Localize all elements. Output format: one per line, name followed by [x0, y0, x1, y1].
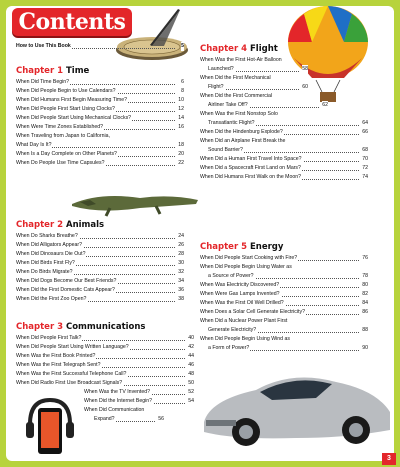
item-title: When Did a Spacecraft First Land on Mars? — [200, 165, 301, 171]
chapter-name: Flight — [249, 44, 278, 54]
item-title: When Did People Start Cooking with Fire? — [200, 255, 298, 261]
list-item[interactable] — [200, 137, 368, 146]
list-item[interactable] — [208, 83, 308, 92]
item-page-number: 64 — [362, 120, 368, 126]
list-item[interactable] — [208, 344, 368, 353]
item-page-number: 12 — [178, 106, 184, 112]
item-page-number: 62 — [322, 102, 328, 108]
item-page-number: 90 — [362, 345, 368, 351]
item-title: When Did Radio First Use Broadcast Signals? — [16, 380, 123, 386]
list-item[interactable] — [200, 317, 368, 326]
list-item[interactable] — [208, 119, 368, 128]
item-page-number: 54 — [188, 398, 194, 404]
chapter-name: Energy — [249, 242, 284, 252]
item-page-number: 10 — [178, 97, 184, 103]
list-item[interactable] — [16, 96, 184, 105]
chapter-number: Chapter 2 — [16, 220, 64, 230]
item-title: When Did People First Talk? — [16, 335, 82, 341]
item-page-number: 8 — [181, 88, 184, 94]
list-item[interactable] — [16, 268, 184, 277]
page-number: 3 — [382, 453, 396, 465]
item-title: When Did a Nuclear Power Plant First — [200, 318, 288, 324]
item-page-number: 66 — [362, 129, 368, 135]
item-page-number: 88 — [362, 327, 368, 333]
item-page-number: 46 — [188, 362, 194, 368]
item-page-number: 76 — [362, 255, 368, 261]
item-title: When Do Sharks Breathe? — [16, 233, 78, 239]
item-title: When Did Time Begin? — [16, 79, 70, 85]
item-page-number: 16 — [178, 124, 184, 130]
item-title: When Did People Begin Using Water as — [200, 264, 292, 270]
list-item[interactable] — [200, 56, 310, 65]
chapter-heading — [16, 218, 184, 232]
list-item[interactable] — [16, 277, 184, 286]
item-page-number: 72 — [362, 165, 368, 171]
item-page-number: 48 — [188, 371, 194, 377]
item-page-number: 32 — [178, 269, 184, 275]
list-item[interactable] — [200, 254, 368, 263]
item-title: When Traveling from Japan to California, — [16, 133, 110, 139]
item-page-number: 52 — [188, 389, 194, 395]
chapter-heading — [16, 64, 184, 78]
item-title: When Was the First Telegraph Sent? — [16, 362, 101, 368]
item-title: When Did an Airplane First Break the — [200, 138, 286, 144]
list-item[interactable] — [16, 334, 194, 343]
sports-car-image — [196, 360, 396, 455]
chapter-number: Chapter 1 — [16, 66, 64, 76]
item-page-number: 42 — [188, 344, 194, 350]
item-page-number: 5 — [181, 43, 184, 49]
item-title: When Did People Start Using Written Language? — [16, 344, 129, 350]
chapter-number: Chapter 3 — [16, 322, 64, 332]
list-item[interactable] — [208, 272, 368, 281]
item-title: When Was Electricity Discovered? — [200, 282, 280, 288]
item-page-number: 82 — [362, 291, 368, 297]
item-title: When Does a Solar Cell Generate Electricity? — [200, 309, 305, 315]
list-item[interactable] — [16, 87, 184, 96]
chapter-heading — [200, 240, 368, 254]
chapter-4-section — [200, 42, 368, 182]
chapter-number: Chapter 4 — [200, 44, 248, 54]
list-item[interactable] — [16, 141, 184, 150]
item-title: Generate Electricity? — [208, 327, 257, 333]
item-page-number: 6 — [181, 79, 184, 85]
list-item[interactable] — [200, 155, 368, 164]
item-page-number: 86 — [362, 309, 368, 315]
item-page-number: 50 — [188, 380, 194, 386]
list-item[interactable] — [200, 110, 368, 119]
item-page-number: 78 — [362, 273, 368, 279]
item-page-number: 44 — [188, 353, 194, 359]
item-title: When Did Dogs Become Our Best Friends? — [16, 278, 117, 284]
list-item[interactable] — [200, 281, 368, 290]
item-page-number: 56 — [158, 416, 164, 422]
item-title: When Was the First Book Printed? — [16, 353, 96, 359]
item-page-number: 60 — [302, 84, 308, 90]
list-item[interactable] — [16, 150, 184, 159]
item-title: When Did People Begin to Use Calendars? — [16, 88, 116, 94]
item-page-number: 14 — [178, 115, 184, 121]
item-title: When Did People Begin Using Wind as — [200, 336, 290, 342]
list-item[interactable] — [16, 286, 184, 295]
sundial-image — [108, 6, 190, 64]
item-title: When Was the First Nonstop Solo — [200, 111, 278, 117]
list-item[interactable] — [200, 335, 368, 344]
list-item[interactable] — [200, 92, 368, 101]
list-item[interactable] — [208, 146, 368, 155]
chapter-name: Communications — [65, 322, 146, 332]
list-item[interactable] — [16, 250, 184, 259]
chapter-1-section — [16, 64, 184, 168]
list-item[interactable] — [16, 123, 184, 132]
item-title: When Was the First Hot-Air Balloon — [200, 57, 282, 63]
item-title: When Do People Use Time Capsules? — [16, 160, 105, 166]
item-page-number: 58 — [302, 66, 308, 72]
item-title: When Was the First Oil Well Drilled? — [200, 300, 284, 306]
chapter-2-section — [16, 218, 184, 304]
item-title: a Form of Power? — [208, 345, 250, 351]
item-page-number: 22 — [178, 160, 184, 166]
item-title: How to Use This Book — [16, 43, 71, 49]
item-title: Flight? — [208, 84, 224, 90]
item-title: When Did Dinosaurs Die Out? — [16, 251, 86, 257]
item-page-number: 38 — [178, 296, 184, 302]
item-title: When Did Alligators Appear? — [16, 242, 83, 248]
list-item[interactable] — [16, 78, 184, 87]
item-title: Launched? — [208, 66, 234, 72]
list-item[interactable] — [16, 259, 184, 268]
item-title: When Did the First Mechanical — [200, 75, 271, 81]
item-page-number: 20 — [178, 151, 184, 157]
item-title: When Did Humans First Walk on the Moon? — [200, 174, 302, 180]
chapter-name: Time — [65, 66, 90, 76]
item-title: Sound Barrier? — [208, 147, 243, 153]
list-item[interactable] — [16, 132, 184, 141]
item-page-number: 28 — [178, 251, 184, 257]
list-item[interactable] — [208, 326, 368, 335]
list-item[interactable] — [200, 263, 368, 272]
item-page-number: 70 — [362, 156, 368, 162]
chapter-5-section — [200, 240, 368, 353]
list-item[interactable] — [200, 128, 368, 137]
list-item[interactable] — [16, 105, 184, 114]
list-item[interactable] — [16, 352, 194, 361]
item-page-number: 74 — [362, 174, 368, 180]
list-item[interactable] — [16, 379, 194, 388]
list-item[interactable] — [208, 101, 328, 110]
list-item[interactable] — [16, 343, 194, 352]
item-title: When Did Humans First Begin Measuring Time? — [16, 97, 127, 103]
item-title: When Did the Internet Begin? — [84, 398, 153, 404]
item-title: When Do Birds Migrate? — [16, 269, 73, 275]
item-title: When Were Gas Lamps Invented? — [200, 291, 280, 297]
item-title: When Did Communication — [84, 407, 145, 413]
item-title: When Is a Day Complete on Other Planets? — [16, 151, 117, 157]
list-item[interactable] — [16, 114, 184, 123]
list-item[interactable] — [16, 361, 194, 370]
item-title: When Was the First Successful Telephone Call? — [16, 371, 127, 377]
page-title: Contents — [12, 8, 132, 36]
item-title: When Did Birds First Fly? — [16, 260, 75, 266]
chapter-name: Animals — [65, 220, 105, 230]
list-item[interactable] — [16, 42, 184, 51]
list-item[interactable] — [94, 415, 164, 424]
list-item[interactable] — [16, 370, 194, 379]
list-item[interactable] — [16, 159, 184, 168]
list-item[interactable] — [200, 290, 368, 299]
item-title: When Was the TV Invented? — [84, 389, 151, 395]
chapter-heading — [16, 320, 194, 334]
item-title: When Were Time Zones Established? — [16, 124, 103, 130]
list-item[interactable] — [200, 173, 368, 182]
item-title: When Did the First Domestic Cats Appear? — [16, 287, 115, 293]
item-page-number: 84 — [362, 300, 368, 306]
item-page-number: 18 — [178, 142, 184, 148]
item-page-number: 80 — [362, 282, 368, 288]
item-title: When Did People Start Using Mechanical Clocks? — [16, 115, 132, 121]
item-page-number: 34 — [178, 278, 184, 284]
list-item[interactable] — [200, 74, 368, 83]
list-item[interactable] — [84, 397, 194, 406]
item-page-number: 30 — [178, 260, 184, 266]
list-item[interactable] — [16, 241, 184, 250]
item-page-number: 26 — [178, 242, 184, 248]
item-title: When Did the First Commercial — [200, 93, 273, 99]
item-page-number: 36 — [178, 287, 184, 293]
item-page-number: 40 — [188, 335, 194, 341]
alligator-image — [70, 182, 200, 222]
list-item[interactable] — [16, 232, 184, 241]
chapter-3-section — [16, 320, 194, 424]
item-title: Airliner Take Off? — [208, 102, 248, 108]
list-item[interactable] — [200, 299, 368, 308]
list-item[interactable] — [16, 295, 184, 304]
item-title: a Source of Power? — [208, 273, 254, 279]
item-title: Transatlantic Flight? — [208, 120, 255, 126]
list-item[interactable] — [200, 308, 368, 317]
list-item[interactable] — [84, 388, 194, 397]
item-page-number: 68 — [362, 147, 368, 153]
chapter-heading — [200, 42, 368, 56]
item-title: When Did a Human First Travel Into Space? — [200, 156, 302, 162]
item-title: What Day Is It? — [16, 142, 52, 148]
list-item[interactable] — [200, 164, 368, 173]
list-item[interactable] — [208, 65, 308, 74]
item-title: When Did the First Zoo Open? — [16, 296, 87, 302]
item-title: When Did People First Start Using Clocks? — [16, 106, 115, 112]
item-title: When Did the Hindenburg Explode? — [200, 129, 283, 135]
chapter-number: Chapter 5 — [200, 242, 248, 252]
list-item[interactable] — [84, 406, 194, 415]
item-title: Expand? — [94, 416, 115, 422]
item-page-number: 24 — [178, 233, 184, 239]
